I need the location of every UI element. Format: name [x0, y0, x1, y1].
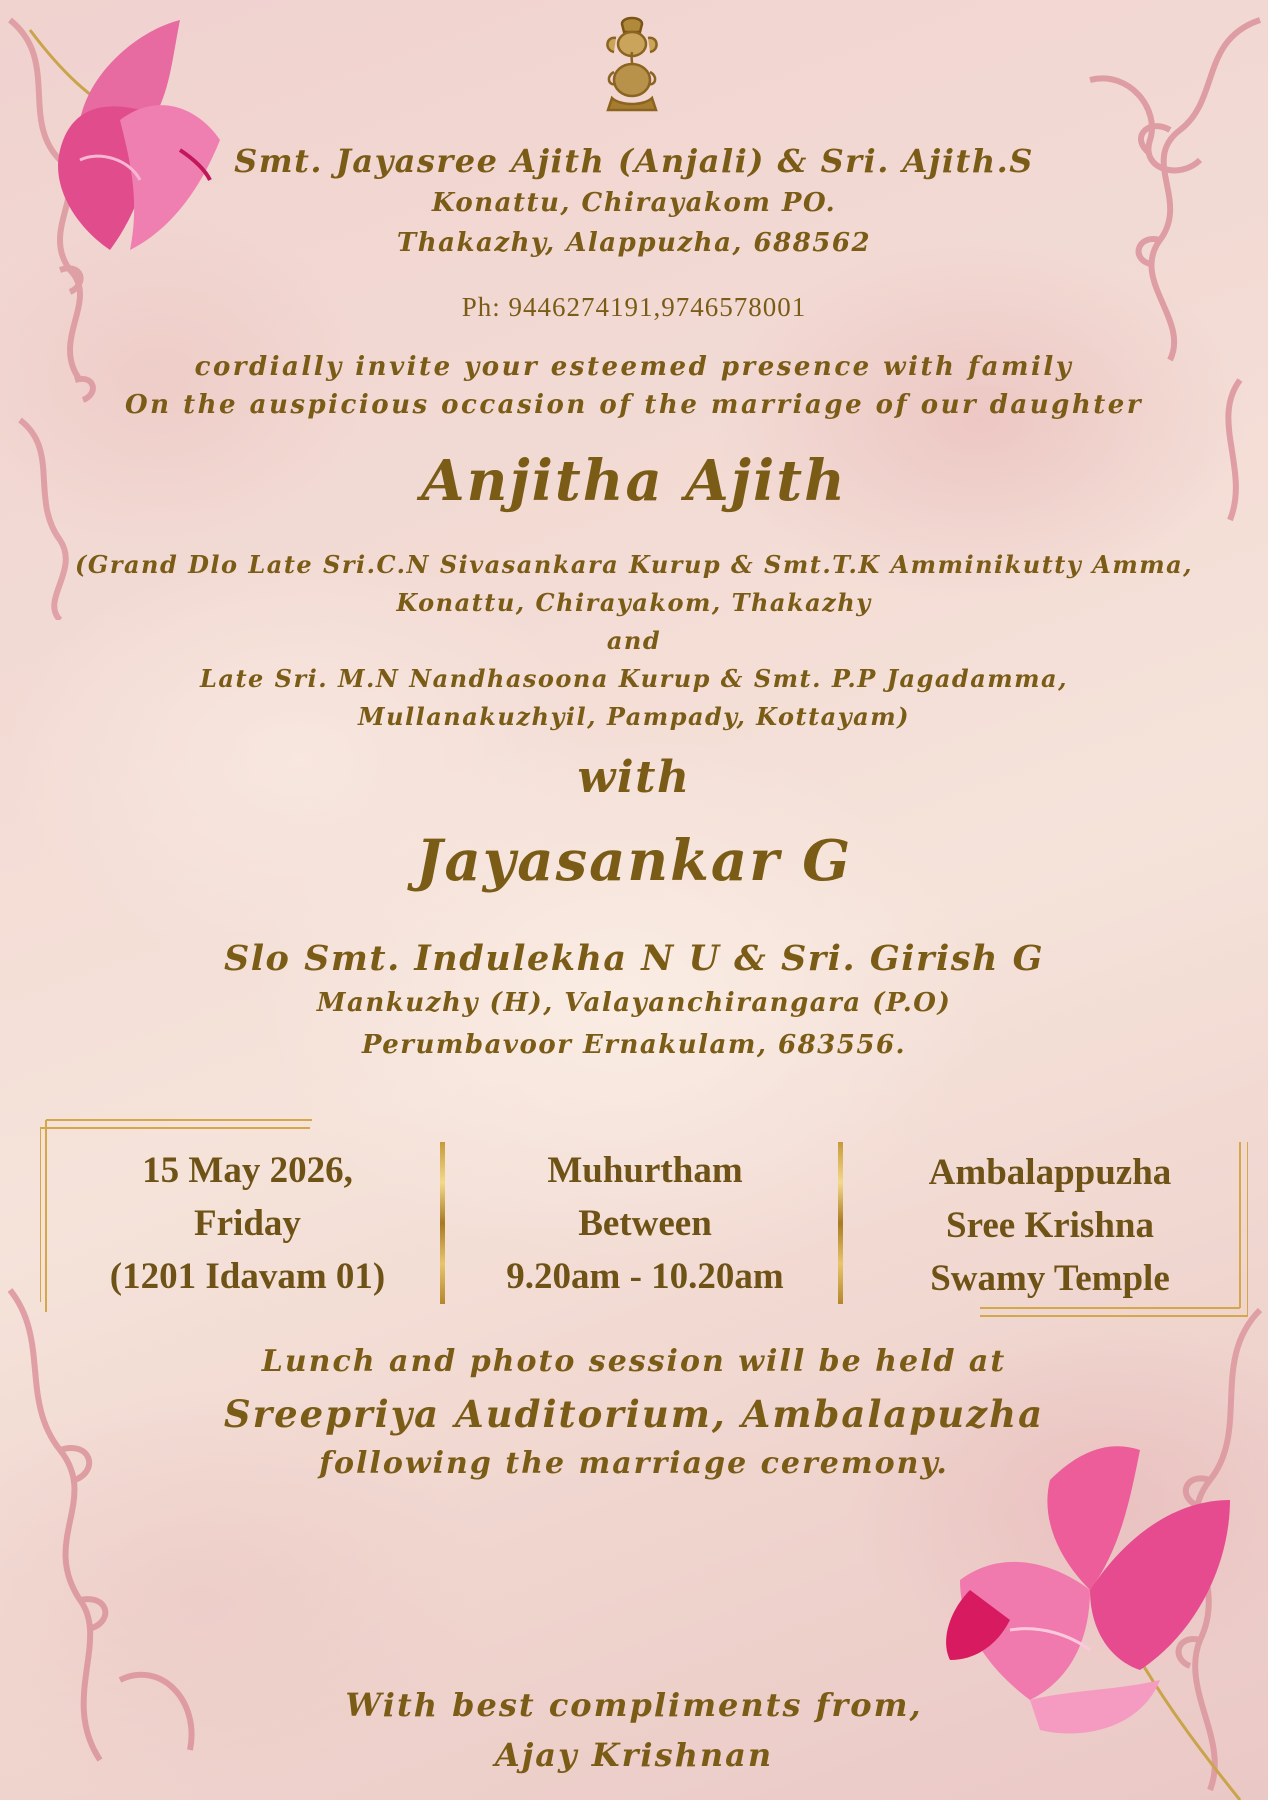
details-divider-left	[440, 1142, 445, 1304]
hosts-address-line2: Thakazhy, Alappuzha, 688562	[396, 228, 872, 258]
wedding-date	[70, 1144, 425, 1303]
muhurtham-line1: Muhurtham	[547, 1150, 743, 1191]
venue-line3: Swamy Temple	[930, 1258, 1170, 1299]
hosts-address-line1: Konattu, Chirayakom PO.	[431, 188, 837, 218]
reception-venue: Sreepriya Auditorium, Ambalapuzha	[223, 1392, 1045, 1436]
bride-lineage-line3: and	[606, 626, 662, 655]
bride-lineage-line2: Konattu, Chirayakom, Thakazhy	[396, 588, 872, 617]
details-divider-right	[838, 1142, 843, 1304]
compliments-name: Ajay Krishnan	[494, 1736, 774, 1774]
venue-line2: Sree Krishna	[946, 1205, 1154, 1246]
wedding-date-line3: (1201 Idavam 01)	[109, 1256, 386, 1297]
wedding-date-line1: 15 May 2026,	[142, 1150, 353, 1191]
ganesha-icon	[600, 14, 664, 114]
compliments-line: With best compliments from,	[345, 1686, 923, 1724]
hosts-names: Smt. Jayasree Ajith (Anjali) & Sri. Ajith.S	[234, 142, 1034, 180]
venue-line1: Ambalappuzha	[928, 1152, 1172, 1193]
groom-parents: Slo Smt. Indulekha N U & Sri. Girish G	[223, 938, 1044, 979]
hosts-phone: Ph: 9446274191,9746578001	[461, 292, 807, 322]
groom-address-line1: Mankuzhy (H), Valayanchirangara (P.O)	[316, 988, 952, 1018]
invitation-line1: cordially invite your esteemed presence with family	[194, 352, 1074, 382]
reception-line1: Lunch and photo session will be held at	[261, 1344, 1007, 1379]
bride-lineage-line5: Mullanakuzhyil, Pampady, Kottayam)	[358, 702, 910, 731]
muhurtham-line2: Between	[578, 1203, 712, 1244]
lotus-icon	[20, 10, 230, 260]
groom-address-line2: Perumbavoor Ernakulam, 683556.	[361, 1030, 907, 1060]
with-label: with	[577, 752, 691, 803]
groom-name: Jayasankar G	[415, 828, 853, 894]
muhurtham-time	[460, 1144, 830, 1303]
bride-lineage-line4: Late Sri. M.N Nandhasoona Kurup & Smt. P.P Jagadamma,	[200, 664, 1068, 693]
invitation-line2: On the auspicious occasion of the marriage of our daughter	[124, 390, 1144, 420]
bride-name: Anjitha Ajith	[421, 448, 847, 514]
reception-line2: following the marriage ceremony.	[319, 1446, 949, 1481]
wedding-date-line2: Friday	[194, 1203, 301, 1244]
bride-lineage-line1: (Grand Dlo Late Sri.C.N Sivasankara Kurup & Smt.T.K Amminikutty Amma,	[74, 550, 1194, 579]
wedding-venue	[860, 1146, 1240, 1305]
muhurtham-line3: 9.20am - 10.20am	[506, 1256, 784, 1297]
